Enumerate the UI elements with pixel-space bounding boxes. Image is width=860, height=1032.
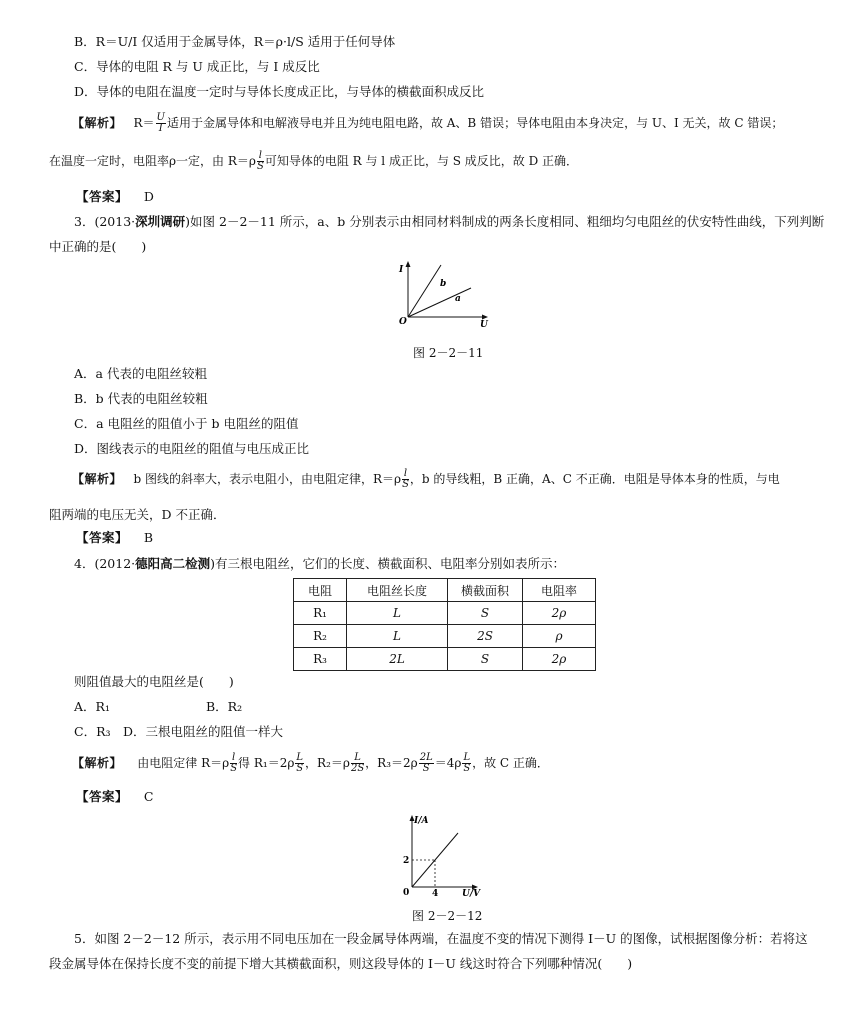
figure-2-2-11 [395,260,495,335]
analysis-label: 【解析】 [72,472,123,486]
q3-analysis-line1: 【解析】 b 图线的斜率大，表示电阻小，由电阻定律，R＝ρ $\frac{l}{S}$ ，b 的导线粗，B 正确，A、C 不正确．电阻是导体本身的性质，与电 [72,468,780,490]
q2-option-d: D．导体的电阻在温度一定时与导体长度成正比，与导体的横截面积成反比 [74,84,485,99]
q4-source: 德阳高二检测 [135,556,211,571]
q4-stem: 4．(2012·德阳高二检测)有三根电阻丝，它们的长度、横截面积、电阻率分别如表所示： [74,556,566,571]
answer-label: 【答案】 [76,789,129,804]
q3-stem-line1: 3．(2013·深圳调研)如图 2－2－11 所示，a、b 分别表示由相同材料制成的两条长度相同、粗细均匀电阻丝的伏安特性曲线，下列判断 [74,214,825,229]
fraction: $\frac{2L}{S}$ [419,752,433,774]
table-cell: L [347,625,448,648]
q2-answer [76,189,154,205]
q2-analysis-line1: 【解析】 R＝ $\frac{U}{I}$ 适用于金属导体和电解液导电并且为纯电阻电路，故 A、B 错误；导体电阻由本身决定，与 U、I 无关，故 C 错误； [72,112,784,134]
q3-source: 深圳调研 [135,214,186,229]
label-x: U/V [462,889,481,899]
table-header: 电阻 [294,579,347,602]
q3-answer [76,530,153,546]
answer-label: 【答案】 [76,189,129,204]
answer-value: D [143,189,154,204]
answer-value: B [143,530,154,545]
table-header: 电阻丝长度 [347,579,448,602]
q5-stem-line1: 5．如图 2－2－12 所示，表示用不同电压加在一段金属导体两端，在温度不变的情况下测得 I－U 的图像，试根据图像分析：若将这 [74,931,808,946]
label-O: O [399,317,407,327]
table-cell: R₁ [294,602,347,625]
fraction: $\frac{L}{S}$ [463,752,471,774]
resistance-table [293,578,596,671]
table-cell: S [448,648,523,671]
q2-option-b: B．R＝U/I 仅适用于金属导体，R＝ρ·l/S 适用于任何导体 [74,34,396,49]
q2-option-c: C．导体的电阻 R 与 U 成正比，与 I 成反比 [74,59,320,74]
q4-question: 则阻值最大的电阻丝是( ) [74,674,234,689]
table-header-row [294,579,596,602]
analysis-label: 【解析】 [72,756,123,770]
fraction: $\frac{L}{S}$ [296,752,304,774]
label-a: a [455,294,461,304]
analysis-label: 【解析】 [72,116,123,130]
iu-line [412,833,458,887]
answer-label: 【答案】 [76,530,129,545]
label-b: b [440,279,447,289]
table-cell: 2ρ [523,602,596,625]
table-cell: R₂ [294,625,347,648]
q3-option-d: D．图线表示的电阻丝的阻值与电压成正比 [74,441,310,456]
q3-option-b: B．b 代表的电阻丝较粗 [74,391,208,406]
label-y: I/A [414,816,429,826]
table-header: 电阻率 [523,579,596,602]
fraction: $\frac{U}{I}$ [156,112,165,134]
table-cell: L [347,602,448,625]
q3-analysis-line2: 阻两端的电压无关，D 不正确． [49,507,226,522]
fraction: $\frac{l}{S}$ [402,468,409,490]
label-U: U [480,320,488,330]
figure-2-2-12 [398,812,488,898]
answer-value: C [143,789,154,804]
label-I: I [399,265,404,275]
q4-analysis: 【解析】 由电阻定律 R＝ρ $\frac{l}{S}$ 得 R₁＝2ρ $\frac{L}{S}$ ，R₂＝ρ $\frac{L}{2S}$ ，R₃＝2ρ $\frac{2L}{S}$ ＝4ρ $\frac{L}{S}$ ，故 C 正确． [72,752,549,774]
q4-option-b: B．R₂ [206,699,243,714]
table-cell: 2L [347,648,448,671]
fraction: $\frac{l}{S}$ [230,752,238,774]
q3-option-a: A．a 代表的电阻丝较粗 [74,366,207,381]
q4-answer [76,789,154,805]
x-axis-arrow [482,315,488,320]
y-axis-arrow [406,261,411,267]
tick-x: 4 [432,889,439,899]
q3-option-c: C．a 电阻丝的阻值小于 b 电阻丝的阻值 [74,416,299,431]
q4-option-cd: C．R₃ D．三根电阻丝的阻值一样大 [74,724,284,739]
fraction: $\frac{l}{S}$ [256,150,264,172]
figure-2-2-12-caption: 图 2－2－12 [412,909,483,923]
table-cell: ρ [523,625,596,648]
table-row [294,602,596,625]
q3-stem-line2: 中正确的是( ) [49,239,147,254]
table-header: 横截面积 [448,579,523,602]
tick-y: 2 [403,856,410,866]
table-row [294,625,596,648]
q2-analysis-line2: 在温度一定时，电阻率ρ一定，由 R＝ρ $\frac{l}{S}$ 可知导体的电阻 R 与 l 成正比，与 S 成反比，故 D 正确． [49,150,579,172]
figure-2-2-11-caption: 图 2－2－11 [413,346,484,360]
fraction: $\frac{L}{2S}$ [350,752,365,774]
q4-option-a: A．R₁ [74,699,110,714]
table-cell: S [448,602,523,625]
table-cell: 2S [448,625,523,648]
label-origin: 0 [403,888,410,898]
table-row [294,648,596,671]
table-cell: 2ρ [523,648,596,671]
table-cell: R₃ [294,648,347,671]
q5-stem-line2: 段金属导体在保持长度不变的前提下增大其横截面积，则这段导体的 I－U 线这时符合下列哪种情况( ) [49,956,633,971]
